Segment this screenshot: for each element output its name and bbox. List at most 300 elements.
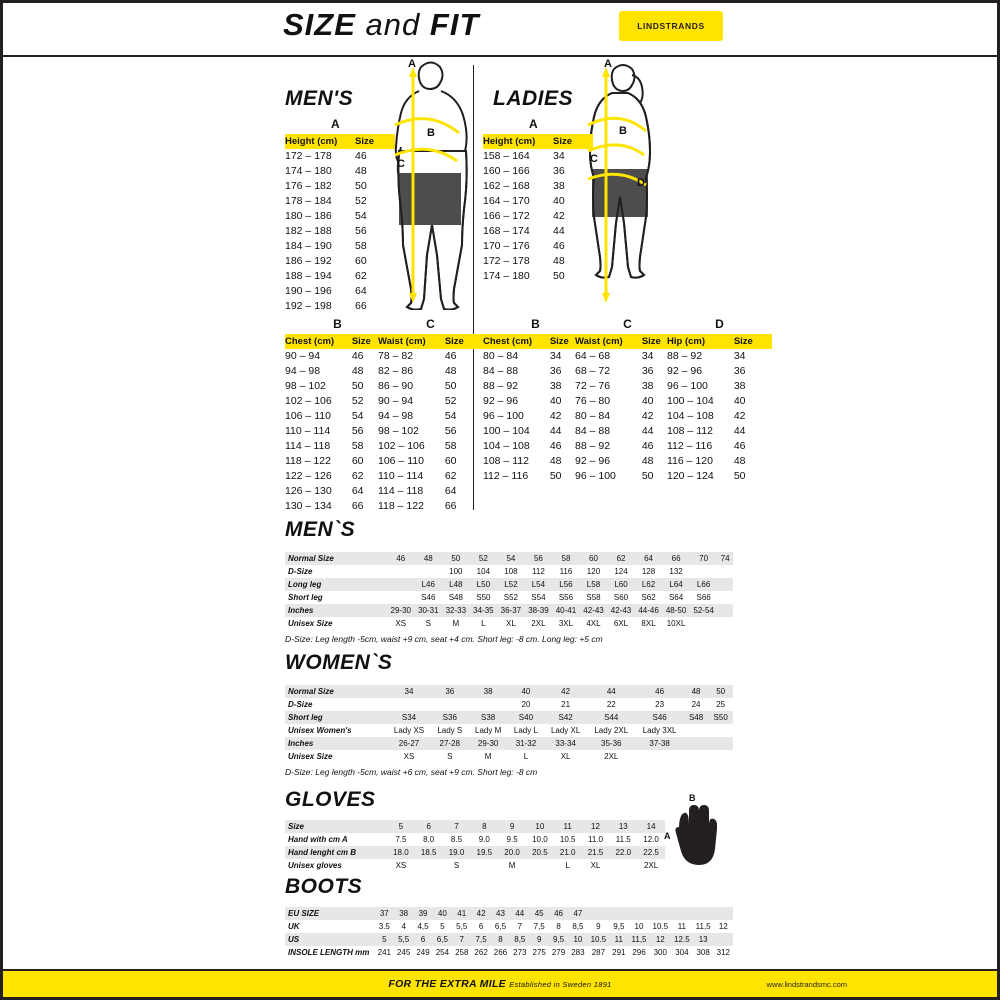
size-cell: 46 [641, 440, 654, 452]
table-row [378, 469, 483, 484]
table-cell: 10 [526, 820, 554, 833]
range-cell: 104 – 108 [483, 440, 530, 452]
mens-illustration-heading: MEN'S [285, 87, 354, 110]
size-cell: 46 [733, 440, 746, 452]
size-cell: 36 [641, 365, 654, 377]
table-cell: 3.5 [378, 922, 390, 931]
table-row [378, 364, 483, 379]
table-row [483, 424, 588, 439]
table-cell: 56 [525, 552, 553, 565]
table-row [285, 711, 733, 724]
table-cell: 300 [653, 948, 667, 957]
table-cell [635, 750, 683, 763]
size-cell: 48 [351, 365, 364, 377]
range-cell: 166 – 172 [483, 210, 530, 222]
boots-heading: BOOTS [285, 875, 363, 898]
range-cell: 112 – 116 [667, 440, 713, 452]
table-row [378, 409, 483, 424]
table-cell: 35-36 [587, 737, 635, 750]
table-cell: S58 [586, 593, 601, 602]
range-cell: 110 – 114 [378, 470, 424, 482]
table-row [667, 439, 772, 454]
table-cell: 10.5 [559, 835, 576, 844]
table-row [285, 565, 733, 578]
table-cell: 74 [717, 552, 733, 565]
table-cell [415, 565, 443, 578]
table-cell: 52 [470, 552, 498, 565]
table-cell: 62 [607, 552, 635, 565]
table-cell: 7,5 [533, 922, 545, 931]
table-row [285, 299, 395, 314]
range-cell: 82 – 86 [378, 365, 414, 377]
table-cell [717, 617, 733, 630]
table-row [483, 194, 593, 209]
size-cell: 52 [351, 395, 364, 407]
table-cell: 39 [413, 907, 432, 920]
table-cell: 18.0 [387, 846, 415, 859]
table-row [575, 394, 680, 409]
range-cell: 184 – 190 [285, 240, 332, 252]
mens-chest-letter: B [333, 317, 342, 331]
table-cell: S56 [558, 593, 574, 602]
size-cell: 44 [733, 425, 746, 437]
table-cell: 48 [415, 552, 443, 565]
range-cell: 102 – 106 [378, 440, 425, 452]
table-cell: XL [505, 619, 516, 628]
table-cell [717, 565, 733, 578]
table-cell: L [481, 619, 486, 628]
table-cell: Lady S [437, 726, 463, 735]
table-cell: S66 [696, 593, 711, 602]
table-row [575, 469, 680, 484]
row-label: Unisex gloves [288, 861, 342, 870]
range-cell: 64 – 68 [575, 350, 611, 362]
table-cell: 5,5 [394, 933, 413, 946]
size-cell: 40 [549, 395, 562, 407]
table-cell: 29-30 [387, 604, 415, 617]
table-row [575, 349, 680, 364]
table-row [483, 409, 588, 424]
range-cell: 114 – 118 [378, 485, 424, 497]
table-cell: 42 [544, 685, 587, 698]
table-cell: 108 [504, 567, 518, 576]
size-cell: 48 [549, 455, 562, 467]
size-cell: 36 [553, 165, 565, 177]
gloves-table-block [285, 788, 665, 872]
range-cell: 182 – 188 [285, 225, 332, 237]
footer-slogan-1: FOR THE [388, 978, 437, 990]
range-cell: 120 – 124 [667, 470, 714, 482]
table-cell: 5 [375, 933, 394, 946]
table-cell: 2XL [643, 861, 659, 870]
table-row [285, 685, 733, 698]
range-cell: 68 – 72 [575, 365, 611, 377]
table-row [378, 424, 483, 439]
range-cell: 108 – 112 [483, 455, 529, 467]
footer-website[interactable]: www.lindstrandsmc.com [766, 979, 847, 989]
table-cell [387, 565, 415, 578]
table-cell: 12.0 [643, 835, 659, 844]
table-cell: S50 [708, 711, 733, 724]
table-cell: 2XL [531, 619, 546, 628]
table-cell: XL [590, 861, 601, 870]
range-cell: 100 – 104 [483, 425, 530, 437]
table-cell: 6 [415, 820, 443, 833]
document-header [3, 3, 997, 57]
range-cell: 106 – 110 [285, 410, 331, 422]
range-cell: 84 – 88 [483, 365, 519, 377]
table-cell: 262 [474, 948, 488, 957]
table-cell: L66 [690, 578, 718, 591]
table-row [667, 469, 772, 484]
table-row [285, 439, 390, 454]
glove-marker-b: B [689, 793, 696, 803]
table-cell: S64 [668, 593, 684, 602]
mens-size-table-block [285, 518, 733, 644]
size-cell: 34 [641, 350, 654, 362]
table-row [483, 224, 593, 239]
row-label: Hand with cm A [288, 835, 348, 844]
mens-waist-col1: Waist (cm) [378, 334, 445, 349]
table-cell: 104 [476, 567, 491, 576]
table-row [483, 254, 593, 269]
table-cell [684, 724, 709, 737]
range-cell: 130 – 134 [285, 500, 332, 512]
range-cell: 114 – 118 [285, 440, 331, 452]
table-cell [690, 565, 718, 578]
size-cell: 64 [444, 485, 457, 497]
table-row [483, 179, 593, 194]
footer-established: Established in Sweden 1891 [509, 980, 612, 989]
table-cell: 40 [433, 907, 452, 920]
row-label: Long leg [285, 578, 387, 591]
table-cell [717, 591, 733, 604]
ladies-height-letter: A [529, 117, 538, 131]
table-row [483, 209, 593, 224]
range-cell: 158 – 164 [483, 150, 530, 162]
size-cell: 42 [733, 410, 746, 422]
table-cell [387, 698, 431, 711]
table-row [285, 604, 733, 617]
size-cell: 52 [355, 195, 367, 207]
table-row [575, 424, 680, 439]
size-cell: 36 [733, 365, 746, 377]
table-row [667, 454, 772, 469]
range-cell: 88 – 92 [667, 350, 703, 362]
table-cell: 33-34 [544, 737, 587, 750]
table-cell: 112 [532, 567, 545, 576]
size-cell: 56 [444, 425, 457, 437]
table-cell: 266 [493, 948, 508, 957]
table-cell: 52-54 [690, 604, 718, 617]
table-cell: 31-32 [508, 737, 544, 750]
row-label: D-Size [288, 567, 313, 576]
table-cell: 29-30 [469, 737, 508, 750]
table-row [285, 469, 390, 484]
size-cell: 58 [444, 440, 457, 452]
glove-marker-a: A [664, 831, 671, 841]
table-cell: 116 [559, 567, 573, 576]
range-cell: 160 – 166 [483, 165, 530, 177]
mens-table-heading: MEN`S [285, 518, 356, 541]
table-cell [717, 604, 733, 617]
table-cell: XS [395, 861, 407, 870]
table-row [285, 254, 395, 269]
mens-chest-col1: Chest (cm) [285, 334, 352, 349]
row-label: Unisex Size [288, 752, 333, 761]
table-cell: 21 [561, 700, 571, 709]
table-cell: 36-37 [497, 604, 525, 617]
table-cell: 275 [532, 948, 546, 957]
table-cell: S36 [431, 711, 469, 724]
table-cell: S54 [531, 593, 546, 602]
page-title-part-2: FIT [429, 7, 480, 42]
mens-height-table [285, 117, 395, 314]
size-cell: 48 [733, 455, 746, 467]
table-cell [609, 859, 637, 872]
table-cell: 132 [669, 567, 683, 576]
table-cell [387, 578, 415, 591]
table-cell: S [447, 752, 453, 761]
table-row [667, 349, 772, 364]
table-cell: 43 [491, 907, 510, 920]
table-cell: 12 [582, 820, 610, 833]
table-cell: 6 [413, 933, 432, 946]
ladies-height-rows [483, 149, 593, 284]
table-row [483, 469, 588, 484]
ladies-marker-b: B [619, 125, 627, 137]
table-row [285, 409, 390, 424]
size-cell: 60 [444, 455, 457, 467]
row-label: US [285, 933, 375, 946]
range-cell: 76 – 80 [575, 395, 611, 407]
table-cell [470, 859, 498, 872]
size-cell: 48 [355, 165, 367, 177]
table-cell: 7.5 [395, 835, 407, 844]
table-cell: 2XL [604, 752, 619, 761]
table-row [285, 724, 733, 737]
size-cell: 48 [553, 255, 565, 267]
range-cell: 106 – 110 [378, 455, 424, 467]
table-row [285, 209, 395, 224]
size-cell: 62 [444, 470, 457, 482]
footer-slogan [3, 978, 997, 990]
table-cell: 7,5 [471, 933, 490, 946]
table-cell: 38 [469, 685, 508, 698]
table-cell: 50 [442, 552, 470, 565]
table-cell: L64 [662, 578, 690, 591]
gloves-heading: GLOVES [285, 788, 376, 811]
table-cell [714, 907, 733, 920]
table-cell: 279 [551, 948, 566, 957]
size-cell: 40 [641, 395, 654, 407]
range-cell: 84 – 88 [575, 425, 611, 437]
size-cell: 48 [444, 365, 457, 377]
table-cell [588, 907, 610, 920]
table-cell: 5,5 [456, 922, 468, 931]
table-cell: S34 [387, 711, 431, 724]
table-row [575, 454, 680, 469]
size-cell: 56 [355, 225, 367, 237]
table-cell: Lady 2XL [594, 726, 629, 735]
table-cell: 14 [637, 820, 665, 833]
size-cell: 62 [355, 270, 367, 282]
table-cell: 70 [690, 552, 718, 565]
table-cell [671, 907, 693, 920]
size-cell: 56 [351, 425, 364, 437]
table-cell [650, 907, 672, 920]
table-row [285, 933, 733, 946]
table-cell: 66 [662, 552, 690, 565]
size-cell: 64 [351, 485, 364, 497]
table-row [378, 379, 483, 394]
table-row [483, 439, 588, 454]
size-cell: 50 [553, 270, 565, 282]
glove-icon [671, 803, 717, 865]
ladies-hip-letter: D [715, 317, 724, 331]
table-cell: 5 [440, 922, 445, 931]
row-label: Normal Size [285, 552, 387, 565]
table-cell: 58 [552, 552, 580, 565]
table-cell: S40 [508, 711, 544, 724]
table-cell: 7 [443, 820, 471, 833]
range-cell: 172 – 178 [285, 150, 332, 162]
row-label: INSOLE LENGTH mm [288, 948, 370, 957]
row-label: Size [285, 820, 387, 833]
table-row [483, 239, 593, 254]
table-cell: 13 [609, 820, 637, 833]
table-cell [708, 724, 733, 737]
table-row [285, 859, 665, 872]
ladies-hip-rows [667, 349, 772, 484]
table-cell: 11,5 [695, 922, 711, 931]
size-cell: 50 [355, 180, 367, 192]
womens-size-table [285, 685, 733, 763]
size-cell: 52 [444, 395, 457, 407]
size-cell: 60 [351, 455, 364, 467]
table-cell: 9.5 [506, 835, 518, 844]
table-cell: 8XL [641, 619, 656, 628]
size-cell: 50 [444, 380, 457, 392]
table-cell: S48 [684, 711, 709, 724]
table-cell: 291 [612, 948, 626, 957]
table-cell [469, 698, 508, 711]
table-cell: 6XL [613, 619, 629, 628]
range-cell: 86 – 90 [378, 380, 414, 392]
size-cell: 50 [351, 380, 364, 392]
table-row [378, 349, 483, 364]
table-cell: 50 [708, 685, 733, 698]
table-cell: 9.0 [478, 835, 490, 844]
table-cell: 11 [554, 820, 582, 833]
table-cell [684, 737, 709, 750]
range-cell: 112 – 116 [483, 470, 529, 482]
table-cell: 44-46 [635, 604, 663, 617]
range-cell: 72 – 76 [575, 380, 611, 392]
table-cell: 312 [716, 948, 730, 957]
row-label: Normal Size [285, 685, 387, 698]
table-cell: 11.0 [587, 835, 603, 844]
size-cell: 38 [641, 380, 654, 392]
ladies-chest-col1: Chest (cm) [483, 334, 550, 349]
table-cell: L46 [415, 578, 443, 591]
ladies-height-table [483, 117, 593, 284]
table-cell: 11.5 [615, 835, 631, 844]
table-row [285, 578, 733, 591]
size-cell: 50 [641, 470, 654, 482]
range-cell: 176 – 182 [285, 180, 332, 192]
mens-height-rows [285, 149, 395, 314]
row-label: Unisex Women's [288, 726, 352, 735]
table-row [285, 833, 665, 846]
table-cell: 12 [650, 933, 672, 946]
womens-table-heading: WOMEN`S [285, 651, 393, 674]
table-cell: 10.0 [532, 835, 548, 844]
table-cell [714, 933, 733, 946]
table-cell: 41 [452, 907, 471, 920]
table-cell: 22 [606, 700, 616, 709]
range-cell: 94 – 98 [285, 365, 321, 377]
table-cell: S60 [613, 593, 629, 602]
mens-size-table [285, 552, 733, 630]
size-cell: 46 [351, 350, 364, 362]
table-cell: 27-28 [431, 737, 469, 750]
table-cell: S46 [635, 711, 683, 724]
document-footer [3, 969, 997, 997]
ladies-waist-letter: C [623, 317, 632, 331]
table-cell: M [508, 861, 516, 870]
table-cell: 9,5 [549, 933, 568, 946]
table-cell: 9,5 [613, 922, 625, 931]
range-cell: 164 – 170 [483, 195, 530, 207]
womens-size-table-block [285, 651, 733, 777]
table-cell: 26-27 [387, 737, 431, 750]
table-cell: Lady 3XL [642, 726, 677, 735]
table-cell: 24 [691, 700, 701, 709]
size-cell: 62 [351, 470, 364, 482]
range-cell: 180 – 186 [285, 210, 332, 222]
size-cell: 44 [553, 225, 565, 237]
mens-waist-letter: C [426, 317, 435, 331]
table-cell: 38-39 [525, 604, 553, 617]
mens-chest-rows [285, 349, 390, 514]
brand-logo [619, 11, 723, 41]
range-cell: 186 – 192 [285, 255, 332, 267]
size-cell: 50 [733, 470, 746, 482]
table-row [483, 364, 588, 379]
table-cell: 19.0 [443, 846, 471, 859]
size-cell: 38 [553, 180, 565, 192]
table-cell: 42 [471, 907, 490, 920]
brand-logo-text: LINDSTRANDS [637, 21, 705, 31]
table-row [575, 439, 680, 454]
table-cell: 3XL [558, 619, 574, 628]
table-cell: 11,5 [629, 933, 650, 946]
row-label: UK [288, 922, 300, 931]
table-row [285, 737, 733, 750]
table-cell: S42 [544, 711, 587, 724]
table-cell [708, 737, 733, 750]
table-row [667, 364, 772, 379]
range-cell: 92 – 96 [667, 365, 703, 377]
table-cell: 32-33 [442, 604, 470, 617]
boots-size-table [285, 907, 733, 959]
size-cell: 44 [641, 425, 654, 437]
table-cell: 6 [478, 922, 484, 931]
size-cell: 34 [553, 150, 565, 162]
row-label: Short leg [288, 593, 323, 602]
table-cell: 60 [580, 552, 608, 565]
